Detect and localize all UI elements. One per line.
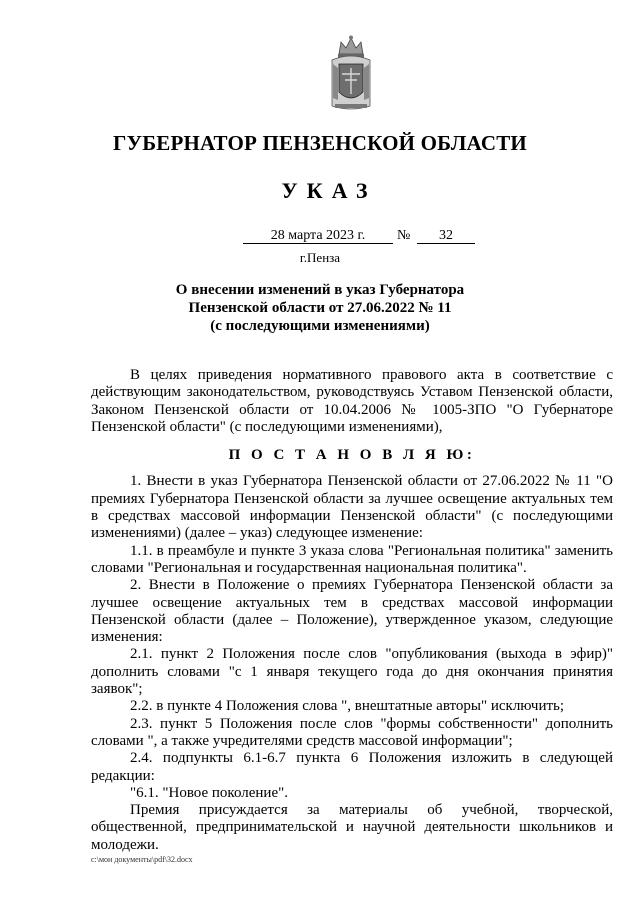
paragraph-6-1: "6.1. "Новое поколение". xyxy=(130,784,288,801)
paragraph-1-1: 1.1. в преамбуле и пункте 3 указа слова "Региональная политика" заменить словами "Региональная и государственная национальная политика". xyxy=(91,542,613,576)
number-label: № xyxy=(397,228,411,243)
paragraph-2: 2. Внести в Положение о премиях Губернатора Пензенской области за лучшее освещение актуальных тем в средствах массовой информации Пензенской области (далее – Положение), утвержденное указом, следующие изменения: xyxy=(91,577,613,646)
document-date: 28 марта 2023 г. xyxy=(243,228,393,244)
decree-word: П О С Т А Н О В Л Я Ю: xyxy=(228,447,476,464)
org-title: ГУБЕРНАТОР ПЕНЗЕНСКОЙ ОБЛАСТИ xyxy=(113,131,527,155)
paragraph-2-1: 2.1. пункт 2 Положения после слов "опубликования (выхода в эфир)" дополнить словами "с 1 января текущего года до дня окончания принятия заявок"; xyxy=(91,646,613,698)
subject-line-1: О внесении изменений в указ Губернатора xyxy=(175,282,465,298)
preamble: В целях приведения нормативного правового акта в соответствие с действующим законодательством, руководствуясь Уставом Пензенской области, Законом Пензенской области от 10.04.2006 № 1005-ЗПО "О Губернаторе Пензенской области" (с последующими изменениями), xyxy=(91,367,613,435)
document-body xyxy=(91,367,613,854)
paragraph-2-2: 2.2. в пункте 4 Положения слова ", внештатные авторы" исключить; xyxy=(130,698,565,715)
paragraph-prize: Премия присуждается за материалы об учебной, творческой, общественной, предпринимательской и научной деятельности школьников и молодежи. xyxy=(91,802,613,853)
paragraph-1: 1. Внести в указ Губернатора Пензенской области от 27.06.2022 № 11 "О премиях Губернатора Пензенской области за лучшее освещение актуальных тем в средствах массовой информации Пензенской области" (с последующими изменениями) (далее – указ) следующее изменение: xyxy=(91,473,613,542)
doc-type: УКАЗ xyxy=(281,178,377,203)
document-subject xyxy=(0,281,640,335)
document-number: 32 xyxy=(417,228,475,244)
penza-coat-of-arms-icon xyxy=(329,34,373,112)
file-path-footer: c:\мои документы\pdf\32.docx xyxy=(91,855,193,864)
subject-line-3: (с последующими изменениями) xyxy=(210,318,430,334)
city: г.Пенза xyxy=(299,250,341,265)
paragraph-2-3: 2.3. пункт 5 Положения после слов "формы собственности" дополнить словами ", а также учредителями средств массовой информации"; xyxy=(91,715,613,749)
subject-line-2: Пензенской области от 27.06.2022 № 11 xyxy=(188,300,452,316)
paragraph-2-4: 2.4. подпункты 6.1-6.7 пункта 6 Положения изложить в следующей редакции: xyxy=(91,750,613,784)
